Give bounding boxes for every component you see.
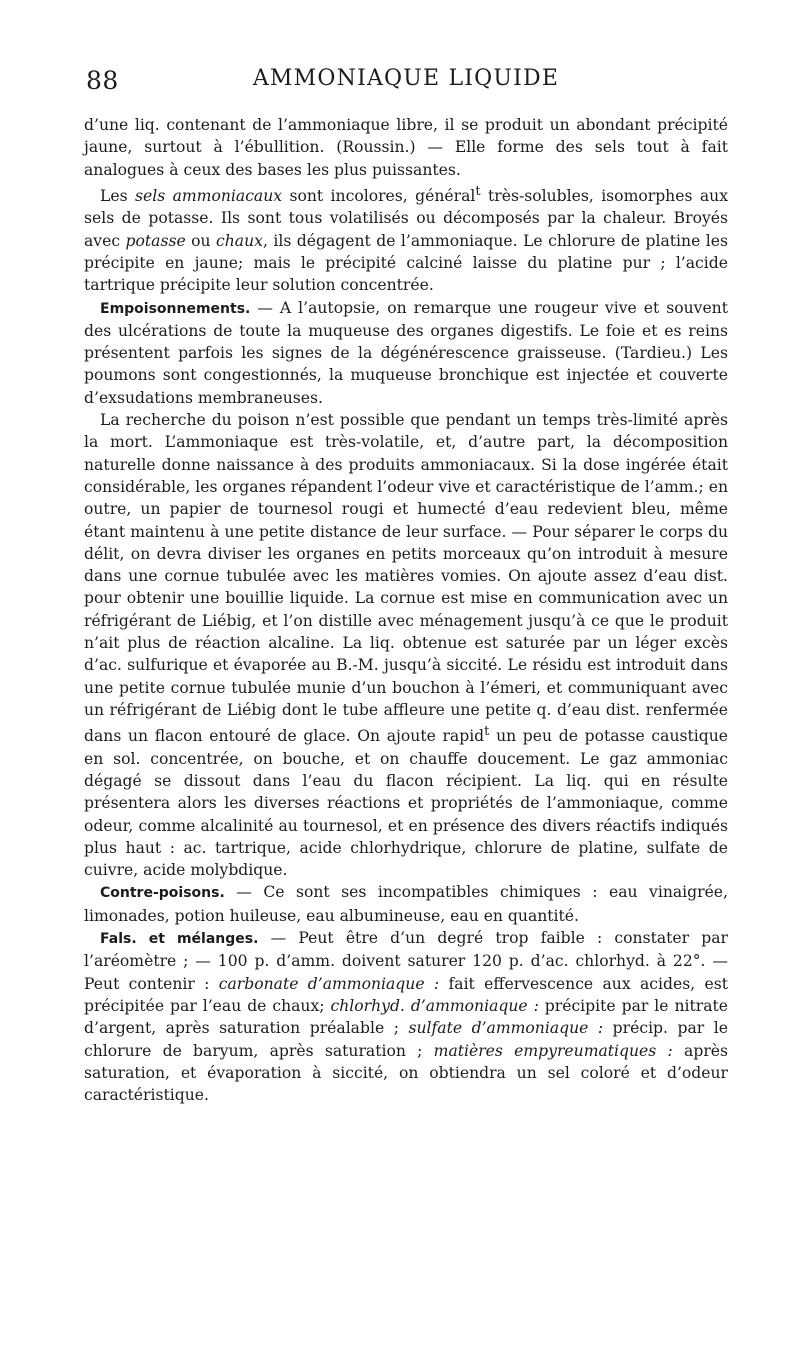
text-run: — Peut être d’un degré trop faible : constater par l’aréomètre ; — 100 p. d’amm. doivent saturer 120 p. d’ac. chlorhyd. à 22°. — Peut contenir :: [84, 929, 728, 993]
text-run: un peu de potasse caustique en sol. concentrée, on bouche, et on chauffe doucement. Le gaz ammoniac dégagé se dissout dans l’eau du flacon récipient. La liq. qui en résulte présentera alors les diverses réactions et propriétés de l’ammoniaque, comme odeur, comme alcalinité au tournesol, et en présence des divers réactifs indiqués plus haut : ac. tartrique, acide chlorhydrique, chlorure de platine, sulfate de cuivre, acide molybdique.: [84, 727, 728, 880]
paragraph-precipitate: [84, 114, 728, 181]
italic-term: matières empyreumatiques :: [433, 1041, 673, 1060]
text-run: précipite par le nitrate d’argent, après saturation préalable ;: [84, 996, 728, 1038]
italic-term: sels ammoniacaux: [134, 187, 283, 206]
section-heading: Empoisonnements.: [100, 300, 251, 317]
page-number: 88: [86, 66, 119, 95]
paragraph-poisonings: [84, 297, 728, 409]
superscript: t: [475, 183, 481, 199]
paragraph-adulterations: [84, 927, 728, 1106]
text-run: après saturation, et évaporation à siccité, on obtiendra un sel coloré et d’odeur caractéristique.: [84, 1041, 729, 1105]
text-run: sont incolores, général: [282, 187, 476, 206]
text-run: précip. par le chlorure de baryum, après saturation ;: [84, 1019, 728, 1060]
text-run: d’une liq. contenant de l’ammoniaque libre, il se produit un abondant précipité jaune, surtout à l’ébullition. (Roussin.) — Elle forme des sels tout à fait analogues à ceux des bases les plus puissantes.: [84, 116, 728, 179]
text-run: fait effervescence aux acides, est précipitée par l’eau de chaux;: [84, 974, 728, 1015]
section-heading: Fals. et mélanges.: [100, 931, 259, 948]
text-run: La recherche du poison n’est possible que pendant un temps très-limité après la mort. L’ammoniaque est très-volatile, et, d’autre part, la décomposition naturelle donne naissance à des produits ammoniacaux. Si la dose ingérée était considérable, les organes répandent l’odeur vive et caractéristique de l’amm.; en outre, un papier de tournesol rougi et humecté d’eau redevient bleu, même étant maintenu à une petite distance de leur surface. — Pour séparer le corps du délit, on devra diviser les organes en petits morceaux qu’on introduit à mesure dans une cornue tubulée avec les matières vomies. On ajoute assez d’eau dist. pour obtenir une bouillie liquide. La cornue est mise en communication avec un réfrigérant de Liébig, et l’on distille avec ménagement jusqu’à ce que le produit n’ait plus de réaction alcaline. La liq. obtenue est saturée par un léger excès d’ac. sulfurique et évaporée au B.-M. jusqu’à siccité. Le résidu est introduit dans une petite cornue tubulée munie d’un bouchon à l’émeri, et communiquant avec un réfrigérant de Liébig dont le tube affleure une petite q. d’eau dist. renfermée dans un flacon entouré de glace. On ajoute rapid: [84, 411, 728, 746]
text-run: très-solubles, isomorphes aux sels de potasse. Ils sont tous volatilisés ou décomposés par la chaleur. Broyés avec: [84, 187, 728, 250]
text-run: — Ce sont ses incompatibles chimiques : eau vinaigrée, limonades, potion huileuse, eau albumineuse, eau en quantité.: [84, 883, 728, 925]
paragraph-antidotes: [84, 881, 728, 927]
italic-term: sulfate d’ammoniaque :: [408, 1019, 604, 1038]
text-run: ou: [185, 231, 217, 250]
text-run: — A l’autopsie, on remarque une rougeur vive et souvent des ulcérations de toute la muqueuse des organes digestifs. Le foie et es reins présentent parfois les signes de la dégénérescence graisseuse. (Tardieu.) Les poumons sont congestionnés, la muqueuse bronchique est injectée et couverte d’exsudations membraneuses.: [84, 298, 728, 407]
paragraph-poison-detection: [84, 409, 728, 881]
paragraph-ammonium-salts: [84, 181, 728, 297]
italic-term: carbonate d’ammoniaque :: [218, 974, 440, 993]
text-run: , ils dégagent de l’ammoniaque. Le chlorure de platine les précipite en jaune; mais le précipité calciné laisse du platine pur ; l’acide tartrique précipite leur solution concentrée.: [84, 231, 728, 295]
section-heading: Contre-poisons.: [100, 885, 225, 902]
italic-term: chlorhyd. d’ammoniaque :: [330, 996, 539, 1015]
italic-term: potasse: [125, 231, 186, 250]
text-run: Les: [100, 187, 135, 206]
italic-term: chaux: [216, 231, 263, 250]
running-title: AMMONIAQUE LIQUIDE: [252, 66, 560, 91]
superscript: t: [484, 724, 490, 740]
page-header: [86, 66, 726, 100]
body-text: [84, 114, 728, 1106]
